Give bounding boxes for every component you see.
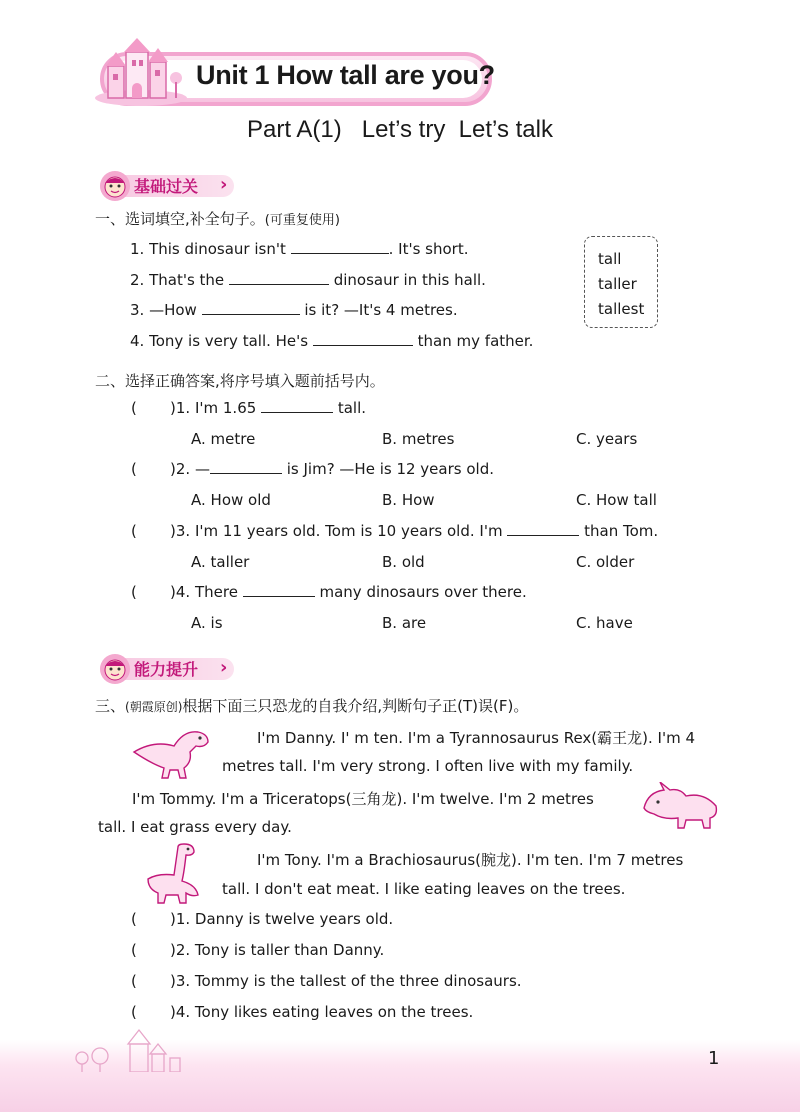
q2-3-option-c: C. older	[576, 553, 635, 571]
answer-blank[interactable]	[229, 283, 329, 285]
word-box-item: tall	[598, 250, 622, 268]
cartoon-face-icon	[100, 654, 130, 684]
answer-bracket[interactable]: (	[131, 972, 137, 990]
answer-bracket[interactable]: (	[131, 1003, 137, 1021]
brachiosaurus-icon	[140, 840, 202, 906]
unit-title: Unit 1 How tall are you?	[196, 60, 495, 90]
answer-blank[interactable]	[202, 313, 300, 315]
word-box-item: taller	[598, 275, 637, 293]
page-number: 1	[708, 1048, 720, 1069]
passage-line-3: I'm Tommy. I'm a Triceratops(三角龙). I'm twelve. I'm 2 metres	[132, 790, 594, 808]
q2-1-option-c: C. years	[576, 430, 638, 448]
passage-line-2: metres tall. I'm very strong. I often live with my family.	[222, 757, 634, 775]
t-rex-icon	[130, 722, 216, 782]
q2-2-option-a: A. How old	[191, 491, 271, 509]
question-3-title: 三、(朝霞原创)根据下面三只恐龙的自我介绍,判断句子正(T)误(F)。	[95, 697, 529, 715]
answer-blank	[210, 472, 282, 474]
q2-item-1: )1. I'm 1.65 tall.	[170, 399, 367, 417]
section-badge-advanced: 能力提升 ›	[100, 654, 240, 684]
part-title: Part A(1) Let’s try Let’s talk	[247, 116, 553, 143]
word-box-item: tallest	[598, 300, 645, 318]
answer-bracket[interactable]: (	[131, 583, 137, 601]
section-badge-basic: 基础过关 ›	[100, 171, 240, 201]
answer-blank[interactable]	[291, 252, 389, 254]
q2-3-option-b: B. old	[382, 553, 425, 571]
answer-bracket[interactable]: (	[131, 910, 137, 928]
passage-line-1: I'm Danny. I' m ten. I'm a Tyrannosaurus Rex(霸王龙). I'm 4	[257, 729, 696, 747]
q2-4-option-a: A. is	[191, 614, 223, 632]
q3-item-2: )2. Tony is taller than Danny.	[170, 941, 385, 959]
q3-item-3: )3. Tommy is the tallest of the three dinosaurs.	[170, 972, 522, 990]
castle-icon	[92, 38, 190, 108]
triceratops-icon	[640, 782, 722, 836]
answer-bracket[interactable]: (	[131, 941, 137, 959]
footer-castle-icon	[70, 1028, 190, 1072]
q2-1-option-a: A. metre	[191, 430, 256, 448]
answer-blank	[507, 534, 579, 536]
q3-item-1: )1. Danny is twelve years old.	[170, 910, 394, 928]
section-badge-label: 基础过关	[134, 177, 199, 196]
q1-item-1: 1. This dinosaur isn't . It's short.	[130, 240, 469, 258]
answer-bracket[interactable]: (	[131, 460, 137, 478]
q2-item-3: )3. I'm 11 years old. Tom is 10 years old. I'm than Tom.	[170, 522, 659, 540]
q1-item-3: 3. —How is it? —It's 4 metres.	[130, 301, 458, 319]
q2-2-option-b: B. How	[382, 491, 435, 509]
answer-bracket[interactable]: (	[131, 399, 137, 417]
q1-item-2: 2. That's the dinosaur in this hall.	[130, 271, 486, 289]
q2-1-option-b: B. metres	[382, 430, 455, 448]
q3-item-4: )4. Tony likes eating leaves on the trees.	[170, 1003, 474, 1021]
q2-item-4: )4. There many dinosaurs over there.	[170, 583, 527, 601]
passage-line-6: tall. I don't eat meat. I like eating leaves on the trees.	[222, 880, 626, 898]
section-badge-label: 能力提升	[134, 660, 199, 679]
q2-3-option-a: A. taller	[191, 553, 250, 571]
passage-line-5: I'm Tony. I'm a Brachiosaurus(腕龙). I'm ten. I'm 7 metres	[257, 851, 684, 869]
answer-blank	[243, 595, 315, 597]
question-1-title: 一、选词填空,补全句子。(可重复使用)	[95, 210, 340, 228]
cartoon-face-icon	[100, 171, 130, 201]
q2-4-option-b: B. are	[382, 614, 427, 632]
answer-bracket[interactable]: (	[131, 522, 137, 540]
q1-item-4: 4. Tony is very tall. He's than my father.	[130, 332, 534, 350]
passage-line-4: tall. I eat grass every day.	[98, 818, 292, 836]
answer-blank	[261, 411, 333, 413]
answer-blank[interactable]	[313, 344, 413, 346]
question-2-title: 二、选择正确答案,将序号填入题前括号内。	[95, 372, 385, 390]
q2-4-option-c: C. have	[576, 614, 633, 632]
q2-item-2: )2. — is Jim? —He is 12 years old.	[170, 460, 494, 478]
q2-2-option-c: C. How tall	[576, 491, 657, 509]
